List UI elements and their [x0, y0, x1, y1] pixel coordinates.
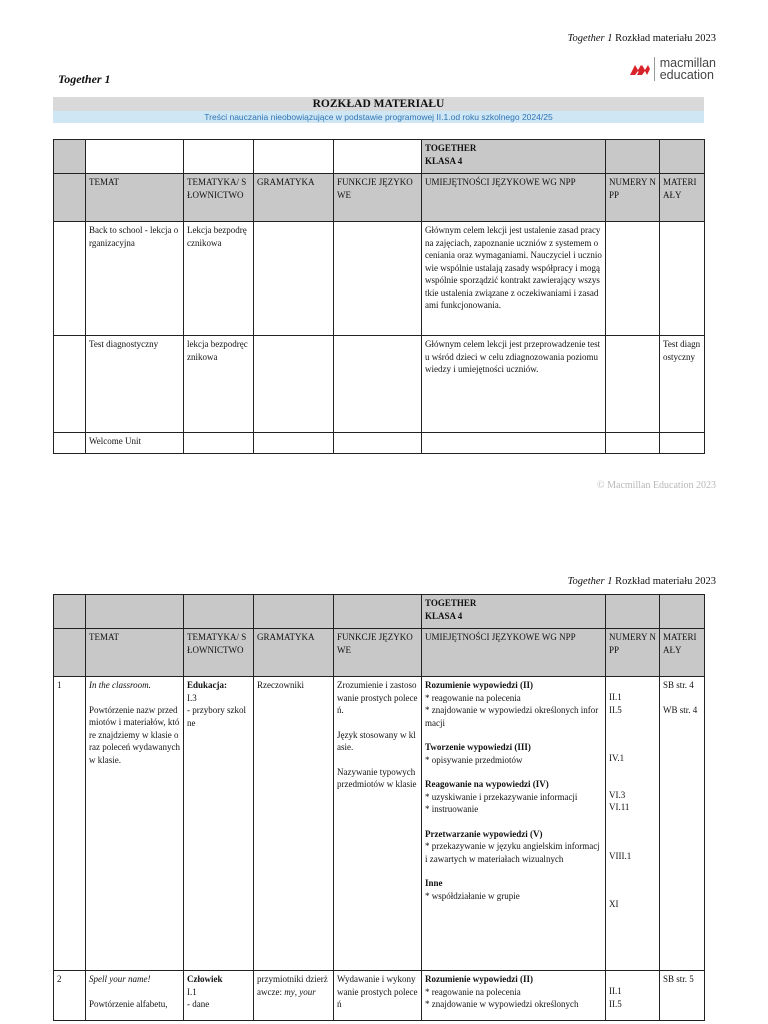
skill-item: * współdziałanie w grupie: [425, 890, 520, 901]
skill-item: * reagowanie na polecenia: [425, 692, 521, 703]
table-row: [54, 971, 705, 1021]
header-group-empty: [606, 595, 660, 629]
skill-section-title: Rozumienie wypowiedzi (II): [425, 974, 533, 984]
cell-funkcje: [334, 677, 422, 971]
cell-npp: [606, 971, 660, 1021]
cell-tematyka: lekcja bezpodręcznikowa: [184, 336, 254, 433]
cell-tematyka: [184, 433, 254, 454]
header-npp: NUMERY NPP: [606, 629, 660, 677]
cell-materialy: Test diagnostyczny: [660, 336, 705, 433]
skill-section-title: Przetwarzanie wypowiedzi (V): [425, 828, 543, 839]
header-group-empty: [86, 595, 184, 629]
schedule-table-1: [53, 139, 705, 454]
cell-umiejetnosci: Głównym celem lekcji jest przeprowadzenie testu wśród dzieci w celu zdiagnozowania poziomu wiedzy i umiejętności uczniów.: [422, 336, 606, 433]
lesson-title: Spell your name!: [89, 974, 151, 984]
header-umiejetnosci: UMIEJĘTNOŚCI JĘZYKOWE WG NPP: [422, 174, 606, 222]
cell-npp: [606, 222, 660, 336]
header-npp: NUMERY NPP: [606, 174, 660, 222]
cell-funkcje: [334, 336, 422, 433]
header-materialy: MATERIAŁY: [660, 174, 705, 222]
material-wb: WB str. 4: [663, 704, 698, 715]
header-group-line1: TOGETHER: [425, 143, 477, 153]
gramatyka-text: przymiotniki dzierżawcze:: [257, 974, 328, 997]
cell-gramatyka: Rzeczowniki: [254, 677, 334, 971]
header-temat: TEMAT: [86, 174, 184, 222]
header-group-empty: [254, 595, 334, 629]
lesson-desc: Powtórzenie nazw przedmiotów i materiałów, które znajdziemy w klasie oraz poleceń wydawanych w klasie.: [89, 704, 180, 765]
macmillan-logo-icon: [630, 62, 650, 76]
cell-gramatyka: [254, 433, 334, 454]
header-group-empty: [660, 595, 705, 629]
tematyka-title: Człowiek: [187, 974, 223, 984]
page-header-2: [568, 576, 716, 587]
cell-num: [54, 336, 86, 433]
header-funkcje: FUNKCJE JĘZYKOWE: [334, 174, 422, 222]
document-title: Together 1: [58, 72, 111, 86]
cell-temat: [86, 971, 184, 1021]
header-gramatyka: GRAMATYKA: [254, 629, 334, 677]
header-materialy: MATERIAŁY: [660, 629, 705, 677]
page-header-text: Rozkład materiału 2023: [612, 576, 716, 587]
header-funkcje: FUNKCJE JĘZYKOWE: [334, 629, 422, 677]
npp-code: II.5: [609, 998, 622, 1009]
header-group-line2: KLASA 4: [425, 610, 463, 621]
header-num: [54, 174, 86, 222]
header-group-title: [422, 595, 606, 629]
table-row: [54, 677, 705, 971]
cell-funkcje: [334, 222, 422, 336]
npp-code: II.5: [609, 704, 622, 715]
cell-temat: Test diagnostyczny: [86, 336, 184, 433]
cell-temat: Welcome Unit: [86, 433, 184, 454]
npp-code: XI: [609, 899, 619, 909]
skill-item: * znajdowanie w wypowiedzi określonych: [425, 999, 579, 1009]
schedule-table-2: [53, 594, 705, 1021]
cell-gramatyka: [254, 222, 334, 336]
cell-num: 1: [54, 677, 86, 971]
header-group-empty: [660, 140, 705, 174]
header-group-empty: [54, 595, 86, 629]
header-tematyka: TEMATYKA/ SŁOWNICTWO: [184, 174, 254, 222]
tematyka-detail: - dane: [187, 999, 210, 1009]
header-temat: TEMAT: [86, 629, 184, 677]
cell-npp: [606, 433, 660, 454]
npp-code: II.1: [609, 986, 622, 996]
header-group-empty: [86, 140, 184, 174]
cell-materialy: [660, 433, 705, 454]
lesson-title: In the classroom.: [89, 680, 151, 690]
material-sb: SB str. 4: [663, 680, 694, 690]
header-group-line2: KLASA 4: [425, 155, 463, 166]
npp-code: VIII.1: [609, 850, 632, 861]
header-tematyka: TEMATYKA/ SŁOWNICTWO: [184, 629, 254, 677]
skill-section-title: Inne: [425, 878, 443, 888]
header-group-empty: [184, 595, 254, 629]
cell-temat: Back to school - lekcja organizacyjna: [86, 222, 184, 336]
cell-num: [54, 222, 86, 336]
tematyka-code: I.1: [187, 986, 197, 997]
cell-materialy: [660, 222, 705, 336]
skill-item: * instruowanie: [425, 804, 479, 814]
funkcje-1: Zrozumienie i zastosowanie prostych poleceń.: [337, 680, 418, 715]
banner-title: ROZKŁAD MATERIAŁU: [53, 97, 704, 111]
cell-tematyka: [184, 971, 254, 1021]
skill-item: * znajdowanie w wypowiedzi określonych informacji: [425, 705, 599, 728]
gramatyka-example: your: [299, 986, 316, 997]
cell-npp: [606, 336, 660, 433]
copyright-footer: © Macmillan Education 2023: [597, 480, 716, 491]
header-group-title: [422, 140, 606, 174]
npp-code: II.1: [609, 692, 622, 702]
table-row: [54, 336, 705, 433]
skill-item: * reagowanie na polecenia: [425, 986, 521, 997]
cell-npp: [606, 677, 660, 971]
banner-subtitle: Treści nauczania nieobowiązujące w podstawie programowej II.1.od roku szkolnego 2024/25: [53, 111, 704, 123]
cell-materialy: SB str. 5: [660, 971, 705, 1021]
macmillan-logo: [630, 55, 716, 83]
cell-funkcje: [334, 433, 422, 454]
cell-num: [54, 433, 86, 454]
skill-item: * opisywanie przedmiotów: [425, 754, 523, 765]
header-group-empty: [54, 140, 86, 174]
skill-section-title: Tworzenie wypowiedzi (III): [425, 742, 531, 752]
skill-item: * uzyskiwanie i przekazywanie informacji: [425, 791, 578, 802]
cell-temat: [86, 677, 184, 971]
tematyka-code: I.3: [187, 692, 197, 703]
page-header-text: Rozkład materiału 2023: [612, 33, 716, 44]
header-num: [54, 629, 86, 677]
table-row: [54, 433, 705, 454]
cell-umiejetnosci: [422, 971, 606, 1021]
cell-umiejetnosci: [422, 677, 606, 971]
gramatyka-sep: ,: [294, 986, 300, 997]
cell-gramatyka: [254, 971, 334, 1021]
table-row: [54, 222, 705, 336]
header-group-empty: [184, 140, 254, 174]
cell-materialy: [660, 677, 705, 971]
cell-umiejetnosci: Głównym celem lekcji jest ustalenie zasad pracy na zajęciach, zapoznanie uczniów z systemem oceniania oraz wymaganiami. Nauczyciel i uczniowie wspólnie ustalają zasady współpracy i mogą wspólnie sporządzić kontrakt zawierający wszystkie ustalenia związane z oczekiwaniami i zasadami funkcjonowania.: [422, 222, 606, 336]
skill-section-title: Rozumienie wypowiedzi (II): [425, 680, 533, 690]
page-header-series: Together 1: [567, 33, 613, 44]
cell-num: 2: [54, 971, 86, 1021]
npp-code: VI.3: [609, 789, 626, 800]
cell-tematyka: [184, 677, 254, 971]
cell-umiejetnosci: [422, 433, 606, 454]
page-header-series: Together 1: [567, 576, 613, 587]
header-group-line1: TOGETHER: [425, 598, 477, 608]
logo-text-line2: education: [659, 68, 714, 82]
skill-item: * przekazywanie w języku angielskim informacji zawartych w materiałach wizualnych: [425, 841, 600, 864]
npp-code: VI.11: [609, 802, 630, 812]
header-group-empty: [334, 595, 422, 629]
page-header: [568, 33, 716, 44]
header-group-empty: [254, 140, 334, 174]
funkcje-2: Język stosowany w klasie.: [337, 729, 416, 752]
cell-funkcje: Wydawanie i wykonywanie prostych poleceń: [334, 971, 422, 1021]
header-group-empty: [334, 140, 422, 174]
lesson-desc: Powtórzenie alfabetu,: [89, 998, 168, 1009]
gramatyka-example: my: [284, 986, 295, 997]
tematyka-detail: - przybory szkolne: [187, 705, 246, 728]
cell-tematyka: Lekcja bezpodręcznikowa: [184, 222, 254, 336]
header-gramatyka: GRAMATYKA: [254, 174, 334, 222]
header-umiejetnosci: UMIEJĘTNOŚCI JĘZYKOWE WG NPP: [422, 629, 606, 677]
header-group-empty: [606, 140, 660, 174]
funkcje-3: Nazywanie typowych przedmiotów w klasie: [337, 766, 417, 789]
npp-code: IV.1: [609, 753, 625, 763]
skill-section-title: Reagowanie na wypowiedzi (IV): [425, 779, 549, 789]
logo-text-line1: macmillan: [659, 56, 716, 70]
tematyka-title: Edukacja:: [187, 680, 228, 690]
cell-gramatyka: [254, 336, 334, 433]
